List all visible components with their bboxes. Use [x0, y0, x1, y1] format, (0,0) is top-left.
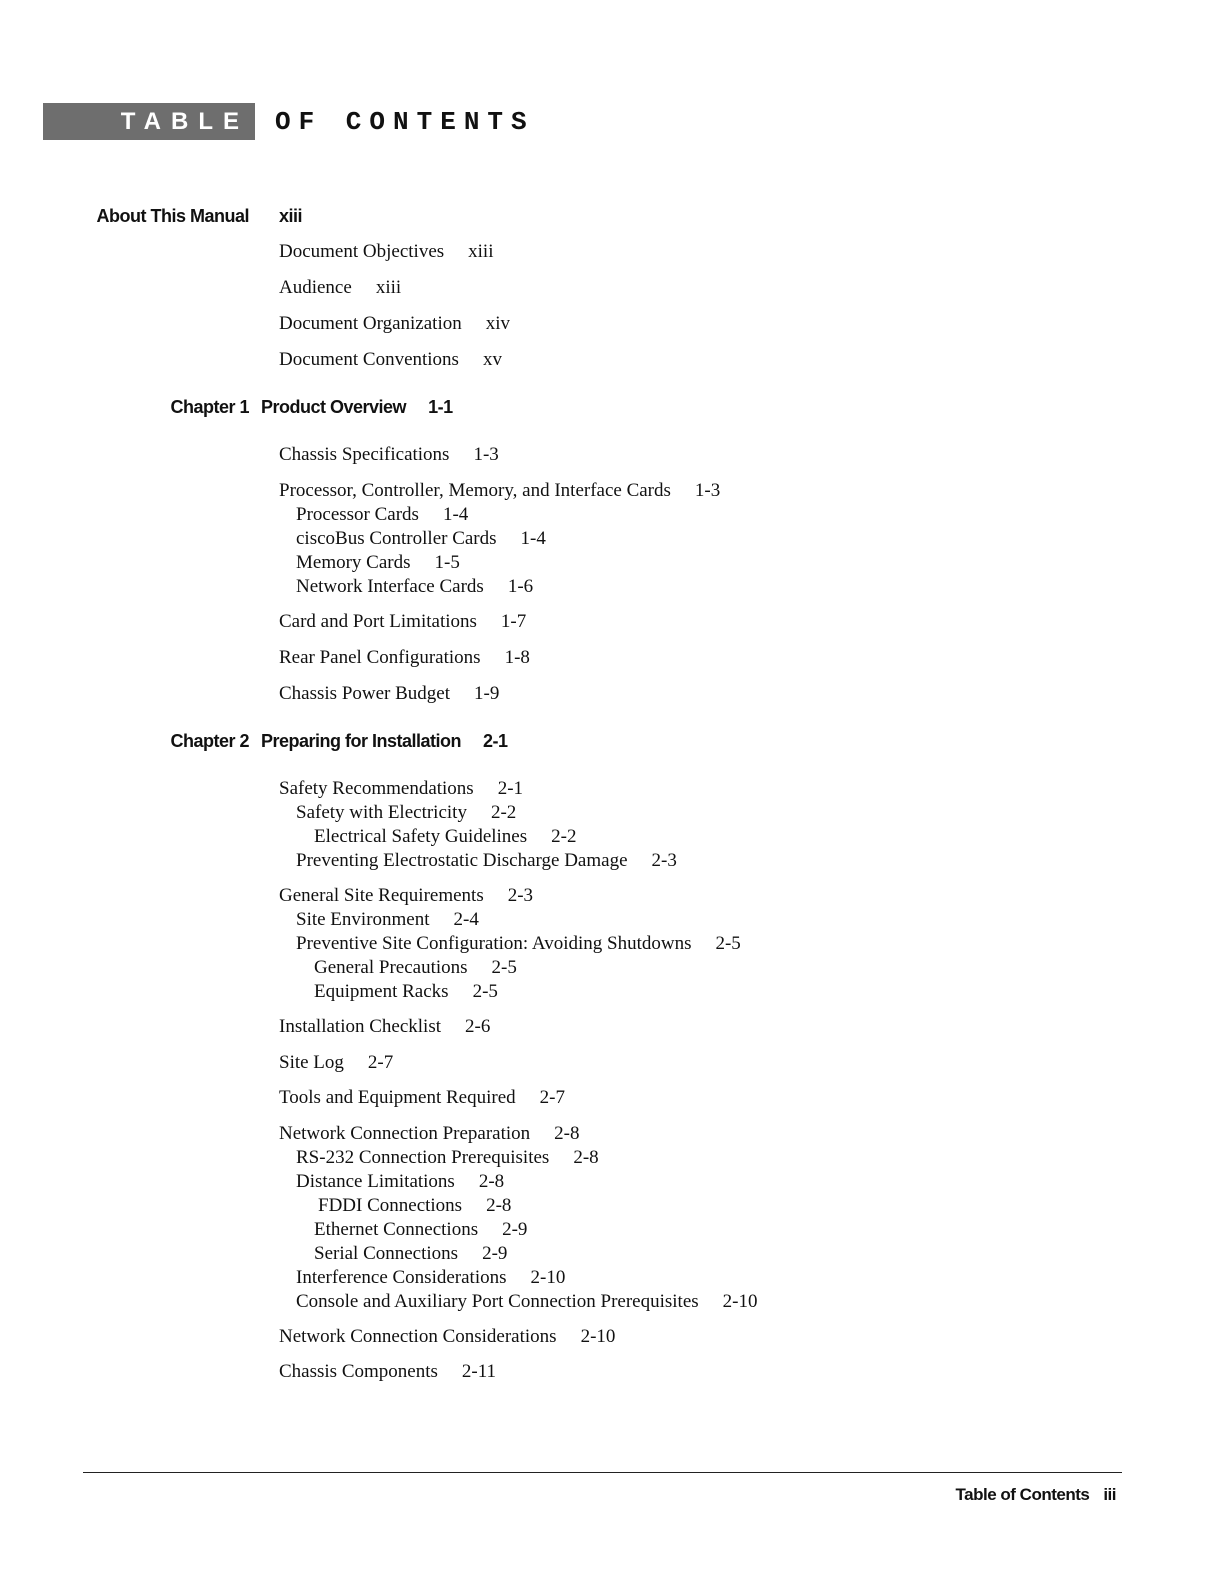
- toc-entry-page: xiv: [485, 313, 511, 334]
- toc-entry-title: Safety Recommendations: [279, 778, 474, 799]
- toc-entry-page: 1-4: [520, 528, 546, 549]
- toc-entry-title: Distance Limitations: [296, 1171, 455, 1192]
- toc-entry-title: Processor, Controller, Memory, and Interface Cards: [279, 480, 671, 501]
- chapter-title-text: Product Overview: [261, 397, 407, 417]
- toc-entry-page: 2-11: [461, 1361, 496, 1382]
- toc-entry-page: 2-9: [502, 1219, 528, 1240]
- toc-entry-title: Memory Cards: [296, 552, 411, 573]
- toc-subentry[interactable]: [296, 802, 516, 824]
- toc-entry-page: 2-4: [453, 909, 479, 930]
- toc-subentry[interactable]: [296, 909, 479, 931]
- toc-subsubentry[interactable]: [314, 1219, 527, 1241]
- toc-subentry[interactable]: [296, 576, 533, 598]
- toc-subentry[interactable]: [296, 1291, 757, 1313]
- toc-entry[interactable]: [279, 683, 499, 705]
- toc-entry-page: 2-5: [715, 933, 741, 954]
- toc-entry-title: Console and Auxiliary Port Connection Prerequisites: [296, 1291, 699, 1312]
- toc-subentry[interactable]: [296, 933, 741, 955]
- toc-entry-page: 2-7: [367, 1052, 394, 1073]
- toc-entry[interactable]: [279, 241, 494, 263]
- toc-entry-page: 2-10: [722, 1291, 758, 1312]
- toc-entry[interactable]: [279, 1361, 496, 1383]
- toc-entry-page: 2-3: [507, 885, 534, 906]
- toc-entry-title: Network Connection Considerations: [279, 1326, 557, 1347]
- toc-entry-page: 2-6: [465, 1016, 491, 1037]
- toc-subsubentry[interactable]: [318, 1195, 511, 1217]
- toc-entry[interactable]: [279, 1123, 579, 1145]
- chapter-title[interactable]: [261, 731, 508, 752]
- toc-entry[interactable]: [279, 778, 523, 800]
- toc-entry-title: Serial Connections: [314, 1243, 459, 1264]
- page-header: [43, 103, 535, 140]
- page-footer: [956, 1485, 1116, 1505]
- toc-subentry[interactable]: [296, 1171, 504, 1193]
- toc-entry-page: 1-6: [507, 576, 534, 597]
- toc-entry-page: 1-8: [504, 647, 530, 668]
- toc-subentry[interactable]: [296, 504, 468, 526]
- toc-subentry[interactable]: [296, 850, 677, 872]
- toc-subentry[interactable]: [296, 1147, 599, 1169]
- toc-entry-title: Card and Port Limitations: [279, 611, 477, 632]
- chapter-title[interactable]: [261, 397, 453, 418]
- toc-entry[interactable]: [279, 1087, 565, 1109]
- toc-entry-title: Processor Cards: [296, 504, 419, 525]
- toc-entry-page: 1-5: [434, 552, 460, 573]
- toc-entry[interactable]: [279, 277, 401, 299]
- footer-divider: [83, 1472, 1122, 1473]
- toc-entry-page: 2-8: [486, 1195, 512, 1216]
- toc-entry-title: Chassis Specifications: [279, 444, 450, 465]
- toc-entry-title: Interference Considerations: [296, 1267, 507, 1288]
- toc-entry-title: Rear Panel Configurations: [279, 647, 481, 668]
- toc-entry-page: 2-7: [539, 1087, 565, 1108]
- toc-entry-page: 2-8: [478, 1171, 505, 1192]
- toc-entry-page: 1-3: [694, 480, 721, 501]
- toc-entry-title: Equipment Racks: [314, 981, 449, 1002]
- chapter-title-text: Preparing for Installation: [261, 731, 462, 751]
- page-title: OF CONTENTS: [275, 106, 535, 137]
- toc-entry[interactable]: [279, 885, 533, 907]
- toc-entry[interactable]: [279, 611, 526, 633]
- toc-entry-title: General Site Requirements: [279, 885, 484, 906]
- toc-entry-page: 2-8: [554, 1123, 580, 1144]
- toc-entry[interactable]: [279, 647, 530, 669]
- toc-entry-title: Safety with Electricity: [296, 802, 467, 823]
- toc-entry-page: 2-8: [573, 1147, 599, 1168]
- toc-entry-page: 1-4: [442, 504, 469, 525]
- footer-label: Table of Contents: [955, 1485, 1090, 1504]
- section-page[interactable]: xiii: [279, 206, 303, 226]
- toc-entry-title: Site Environment: [296, 909, 430, 930]
- toc-entry-page: xv: [482, 349, 502, 370]
- chapter-label: Chapter 2: [170, 731, 249, 751]
- toc-entry[interactable]: [279, 349, 502, 371]
- toc-entry-title: Chassis Power Budget: [279, 683, 450, 704]
- toc-entry-title: Network Interface Cards: [296, 576, 484, 597]
- toc-subsubentry[interactable]: [314, 1243, 507, 1265]
- toc-entry-title: RS-232 Connection Prerequisites: [296, 1147, 550, 1168]
- toc-entry-page: 2-2: [490, 802, 517, 823]
- toc-entry[interactable]: [279, 1052, 393, 1074]
- toc-subentry[interactable]: [296, 528, 546, 550]
- toc-subentry[interactable]: [296, 552, 460, 574]
- toc-subsubentry[interactable]: [314, 981, 498, 1003]
- toc-entry-title: General Precautions: [314, 957, 468, 978]
- toc-subsubentry[interactable]: [314, 957, 517, 979]
- toc-entry-title: Document Conventions: [279, 349, 459, 370]
- chapter-label: Chapter 1: [170, 397, 249, 417]
- toc-subentry[interactable]: [296, 1267, 565, 1289]
- toc-entry-page: 2-10: [580, 1326, 616, 1347]
- toc-entry-title: Preventive Site Configuration: Avoiding Shutdowns: [296, 933, 692, 954]
- toc-entry-title: Document Objectives: [279, 241, 445, 262]
- toc-entry-page: 2-3: [651, 850, 677, 871]
- toc-entry-title: Electrical Safety Guidelines: [314, 826, 528, 847]
- toc-entry-page: 2-5: [472, 981, 498, 1002]
- toc-entry-title: Audience: [279, 277, 352, 298]
- toc-entry-title: Tools and Equipment Required: [279, 1087, 516, 1108]
- toc-entry-title: Ethernet Connections: [314, 1219, 479, 1240]
- toc-entry-title: ciscoBus Controller Cards: [296, 528, 497, 549]
- toc-entry-title: Preventing Electrostatic Discharge Damage: [296, 850, 628, 871]
- toc-entry[interactable]: [279, 480, 720, 502]
- toc-entry-page: 1-3: [473, 444, 499, 465]
- toc-entry-title: Site Log: [279, 1052, 344, 1073]
- chapter-page: 2-1: [483, 731, 508, 751]
- toc-entry[interactable]: [279, 444, 499, 466]
- toc-entry-title: Installation Checklist: [279, 1016, 442, 1037]
- toc-entry-title: Document Organization: [279, 313, 462, 334]
- toc-entry-title: FDDI Connections: [318, 1195, 463, 1216]
- toc-entry-title: Chassis Components: [279, 1361, 438, 1382]
- toc-entry[interactable]: [279, 1326, 615, 1348]
- toc-entry-page: 1-9: [474, 683, 500, 704]
- toc-entry-page: xiii: [375, 277, 402, 298]
- toc-entry-page: 1-7: [500, 611, 527, 632]
- toc-entry-page: 2-2: [551, 826, 577, 847]
- toc-entry[interactable]: [279, 1016, 490, 1038]
- section-label: About This Manual: [96, 206, 249, 226]
- footer-page-number: iii: [1103, 1485, 1116, 1504]
- toc-entry-title: Network Connection Preparation: [279, 1123, 531, 1144]
- toc-entry-page: xiii: [468, 241, 494, 262]
- chapter-page: 1-1: [428, 397, 453, 417]
- toc-entry[interactable]: [279, 313, 510, 335]
- toc-entry-page: 2-10: [530, 1267, 566, 1288]
- toc-subsubentry[interactable]: [314, 826, 576, 848]
- toc-entry-page: 2-1: [497, 778, 524, 799]
- toc-entry-page: 2-5: [491, 957, 517, 978]
- title-highlight: TABLE: [43, 103, 255, 140]
- toc-entry-page: 2-9: [482, 1243, 508, 1264]
